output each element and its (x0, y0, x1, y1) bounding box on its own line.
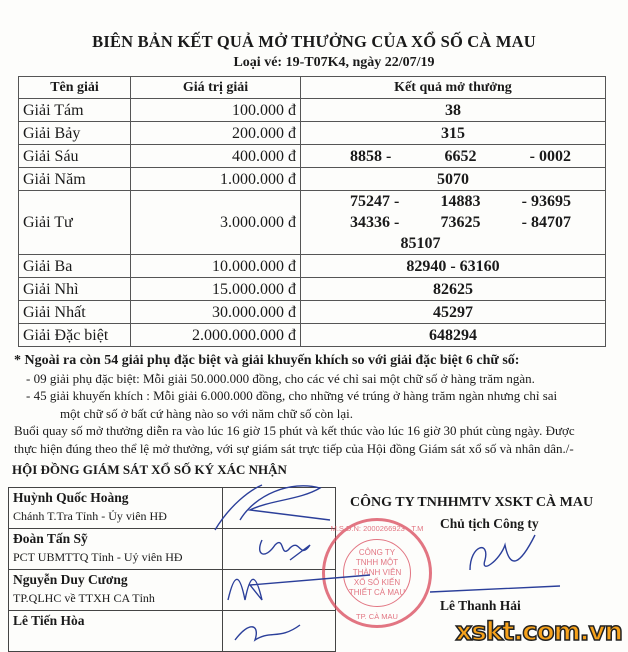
prize-value: 15.000.000 đ (131, 278, 301, 301)
table-header (19, 77, 606, 99)
note-line: thực hiện đúng theo thể lệ mở thưởng, với sự giám sát trực tiếp của Hội đồng Giám sát xổ số và nhân dân./- (14, 440, 574, 456)
result (301, 191, 606, 255)
prize-name: Giải Nhì (19, 278, 131, 301)
prize-value: 1.000.000 đ (131, 168, 301, 191)
result-number: 85107 (400, 235, 441, 252)
member-role: Chánh T.Tra Tỉnh - Ủy viên HĐ (13, 509, 167, 523)
company-name: CÔNG TY TNHHMTV XSKT CÀ MAU (350, 495, 594, 510)
member-name: Nguyễn Duy Cương (13, 572, 128, 587)
signature (430, 535, 560, 592)
member-role: TP.QLHC về TTXH CA Tỉnh (13, 591, 155, 605)
table-row (19, 191, 606, 255)
council-member (9, 570, 336, 611)
member-name: Lê Tiến Hòa (13, 613, 85, 628)
stamp-bottom-text: TP. CÀ MAU (356, 612, 398, 621)
result: 82625 (301, 278, 606, 301)
result-number: 34336 - (350, 214, 400, 231)
signature-table (8, 487, 336, 652)
result-number: 8858 - (350, 147, 392, 165)
ticket-info: Loại vé: 19-T07K4, ngày 22/07/19 (233, 55, 435, 70)
note-line: một chữ số ở bất cứ hàng nào so với năm chữ số còn lại. (60, 405, 354, 421)
prize-name: Giải Nhất (19, 301, 131, 324)
result-number: - 84707 (521, 214, 571, 231)
table-row (19, 255, 606, 278)
result-number: - 0002 (529, 147, 571, 165)
prize-value: 10.000.000 đ (131, 255, 301, 278)
signature-cell (223, 529, 336, 570)
result-number: - 93695 (521, 193, 571, 210)
prize-name: Giải Bảy (19, 122, 131, 145)
note-line: - 45 giải khuyến khích : Mỗi giải 6.000.000 đồng, cho những vé trúng ở hàng trăm ngàn nhưng chỉ sai (26, 388, 558, 403)
chair-title: Chủ tịch Công ty (440, 516, 539, 531)
council-heading: HỘI ĐỒNG GIÁM SÁT XỔ SỐ KÝ XÁC NHẬN (12, 462, 287, 477)
prize-value: 30.000.000 đ (131, 301, 301, 324)
signature-cell (223, 611, 336, 652)
prize-name: Giải Đặc biệt (19, 324, 131, 347)
result: 648294 (301, 324, 606, 347)
result-number: 75247 - (350, 193, 400, 210)
member-name: Huỳnh Quốc Hoàng (13, 490, 129, 505)
prize-name: Giải Sáu (19, 145, 131, 168)
result: 5070 (301, 168, 606, 191)
result: 315 (301, 122, 606, 145)
notes (14, 352, 614, 457)
council-member (9, 611, 336, 652)
chair-name: Lê Thanh Hải (440, 598, 521, 613)
prize-name: Giải Năm (19, 168, 131, 191)
stamp-ring-text: M.S.D.N: 2000266923 - T.M (330, 524, 424, 533)
signature-cell (223, 570, 336, 611)
member-role: PCT UBMTTQ Tỉnh - Uỷ viên HĐ (13, 550, 183, 564)
notes-heading: * Ngoài ra còn 54 giải phụ đặc biệt và giải khuyến khích so với giải đặc biệt 6 chữ số: (14, 353, 520, 368)
table-row (19, 145, 606, 168)
prize-value: 3.000.000 đ (131, 191, 301, 255)
table-row (19, 301, 606, 324)
prize-name: Giải Ba (19, 255, 131, 278)
prize-value: 200.000 đ (131, 122, 301, 145)
result-number: 73625 (440, 214, 481, 231)
council-member (9, 488, 336, 529)
header-prize-value: Giá trị giải (131, 77, 301, 99)
result: 38 (301, 99, 606, 122)
prize-name: Giải Tám (19, 99, 131, 122)
table-row (19, 324, 606, 347)
stamp-inner-text: CÔNG TY TNHH MỘT THÀNH VIÊN XỔ SỐ KIẾN THIẾT CÀ MAU (343, 539, 411, 607)
prize-value: 400.000 đ (131, 145, 301, 168)
member-name: Đoàn Tấn Sỹ (13, 531, 88, 546)
prize-value: 2.000.000.000 đ (131, 324, 301, 347)
table-row (19, 99, 606, 122)
company-stamp (322, 518, 432, 628)
result-number: 14883 (440, 193, 481, 210)
result-number: 6652 (444, 147, 477, 165)
results-table (18, 76, 606, 347)
document-title: BIÊN BẢN KẾT QUẢ MỞ THƯỞNG CỦA XỔ SỐ CÀ MAU (92, 32, 536, 51)
result: 82940 - 63160 (301, 255, 606, 278)
prize-value: 100.000 đ (131, 99, 301, 122)
watermark: xskt.com.vn (455, 617, 622, 647)
result (301, 145, 606, 168)
note-line: Buổi quay số mở thưởng diễn ra vào lúc 16 giờ 15 phút và kết thúc vào lúc 16 giờ 30 phút cùng ngày. Được (14, 423, 575, 438)
prize-name: Giải Tư (19, 191, 131, 255)
result: 45297 (301, 301, 606, 324)
signature-cell (223, 488, 336, 529)
table-row (19, 168, 606, 191)
council-member (9, 529, 336, 570)
header-results: Kết quả mở thưởng (301, 77, 606, 99)
note-line: - 09 giải phụ đặc biệt: Mỗi giải 50.000.000 đồng, cho các vé chỉ sai một chữ số ở hàng trăm ngàn. (26, 370, 535, 386)
table-row (19, 122, 606, 145)
table-row (19, 278, 606, 301)
header-prize-name: Tên giải (19, 77, 131, 99)
